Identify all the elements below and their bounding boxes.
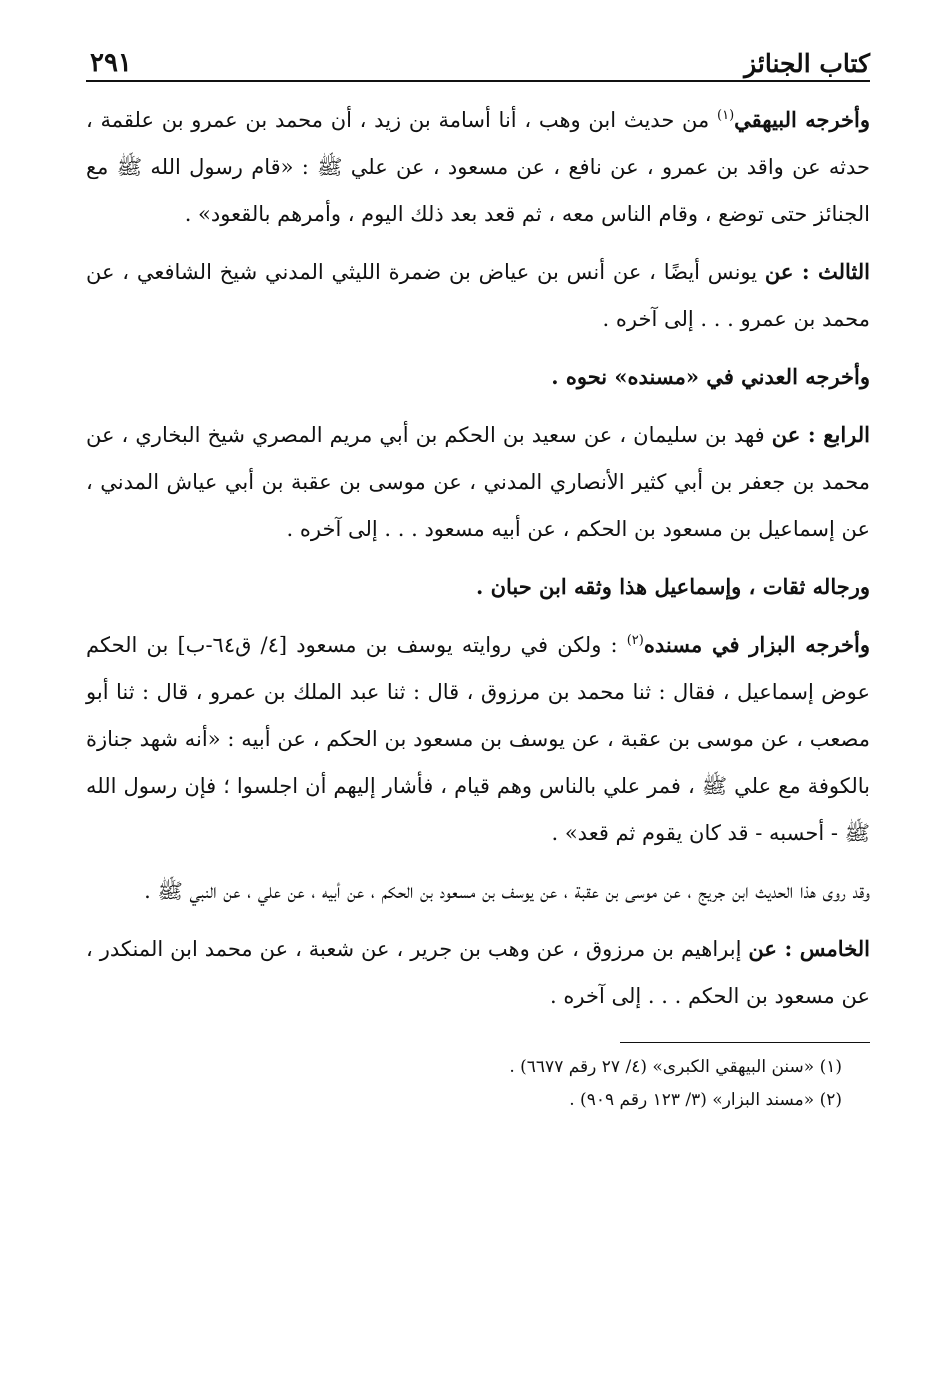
paragraph-8 — [86, 925, 870, 1020]
paragraph-text: يونس أيضًا ، عن أنس بن عياض بن ضمرة الليثي المدني شيخ الشافعي ، عن محمد بن عمرو . . . إلى آخره . — [86, 260, 870, 331]
paragraph-lead: الخامس : عن — [748, 936, 870, 961]
paragraph-6 — [86, 621, 870, 857]
paragraph-lead: وأخرجه البزار في مسنده — [643, 632, 870, 657]
footnotes — [86, 1051, 870, 1117]
paragraph-text: من حديث ابن وهب ، أنا أسامة بن زيد ، أن محمد بن عمرو بن علقمة ، حدثه عن واقد بن عمرو ، عن نافع ، عن مسعود ، عن علي ﷺ : «قام رسول الله ﷺ مع الجنائز حتى توضع ، وقام الناس معه ، ثم قعد بعد ذلك اليوم ، وأمرهم بالقعود» . — [86, 108, 870, 226]
paragraph-lead: الثالث : عن — [764, 259, 870, 284]
paragraph-lead: وأخرجه العدني في «مسنده» نحوه . — [551, 364, 870, 389]
footnote-divider — [620, 1042, 870, 1043]
paragraph-5 — [86, 563, 870, 611]
paragraph-lead: وأخرجه البيهقي — [734, 107, 871, 132]
paragraph-7 — [86, 867, 870, 915]
page-header — [86, 30, 870, 78]
page-number: ٢٩١ — [90, 48, 132, 78]
footnote-ref: (١) — [717, 108, 735, 123]
paragraph-lead: ورجاله ثقات ، وإسماعيل هذا وثقه ابن حبان . — [475, 574, 870, 599]
main-text — [86, 96, 870, 1020]
paragraph-text: وقد روى هذا الحديث ابن جريج ، عن موسى بن عقبة ، عن يوسف بن مسعود بن الحكم ، عن أبيه ، عن علي ، عن النبي ﷺ . — [144, 879, 870, 903]
paragraph-2 — [86, 248, 870, 343]
footnote-2: (٢) «مسند البزار» (٣/ ١٢٣ رقم ٩٠٩) . — [569, 1090, 842, 1110]
paragraph-1 — [86, 96, 870, 238]
paragraph-text: : ولكن في روايته يوسف بن مسعود [٤/ ق٦٤-ب] بن الحكم عوض إسماعيل ، فقال : ثنا محمد بن مرزوق ، قال : ثنا عبد الملك بن عمرو ، قال : ثنا أبو مصعب ، عن موسى بن عقبة ، عن يوسف بن مسعود بن الحكم ، عن أبيه : «أنه شهد جنازة بالكوفة مع علي ﷺ ، فمر علي بالناس وهم قيام ، فأشار إليهم أن اجلسوا ؛ فإن رسول الله ﷺ - أحسبه - قد كان يقوم ثم قعد» . — [86, 633, 870, 845]
paragraph-text: فهد بن سليمان ، عن سعيد بن الحكم بن أبي مريم المصري شيخ البخاري ، عن محمد بن جعفر بن أبي كثير الأنصاري المدني ، عن موسى بن عقبة بن أبي عياش المدني ، عن إسماعيل بن مسعود بن الحكم ، عن أبيه مسعود . . . إلى آخره . — [86, 423, 870, 541]
footnote-1: (١) «سنن البيهقي الكبرى» (٤/ ٢٧ رقم ٦٦٧٧) . — [509, 1057, 842, 1077]
header-divider — [86, 80, 870, 82]
book-page — [86, 30, 870, 1117]
paragraph-lead: الرابع : عن — [771, 422, 870, 447]
book-title: كتاب الجنائز — [744, 49, 870, 78]
paragraph-3 — [86, 353, 870, 401]
footnote-ref: (٢) — [626, 633, 644, 648]
paragraph-4 — [86, 411, 870, 553]
paragraph-text: إبراهيم بن مرزوق ، عن وهب بن جرير ، عن شعبة ، عن محمد ابن المنكدر ، عن مسعود بن الحكم . . . إلى آخره . — [86, 937, 870, 1008]
